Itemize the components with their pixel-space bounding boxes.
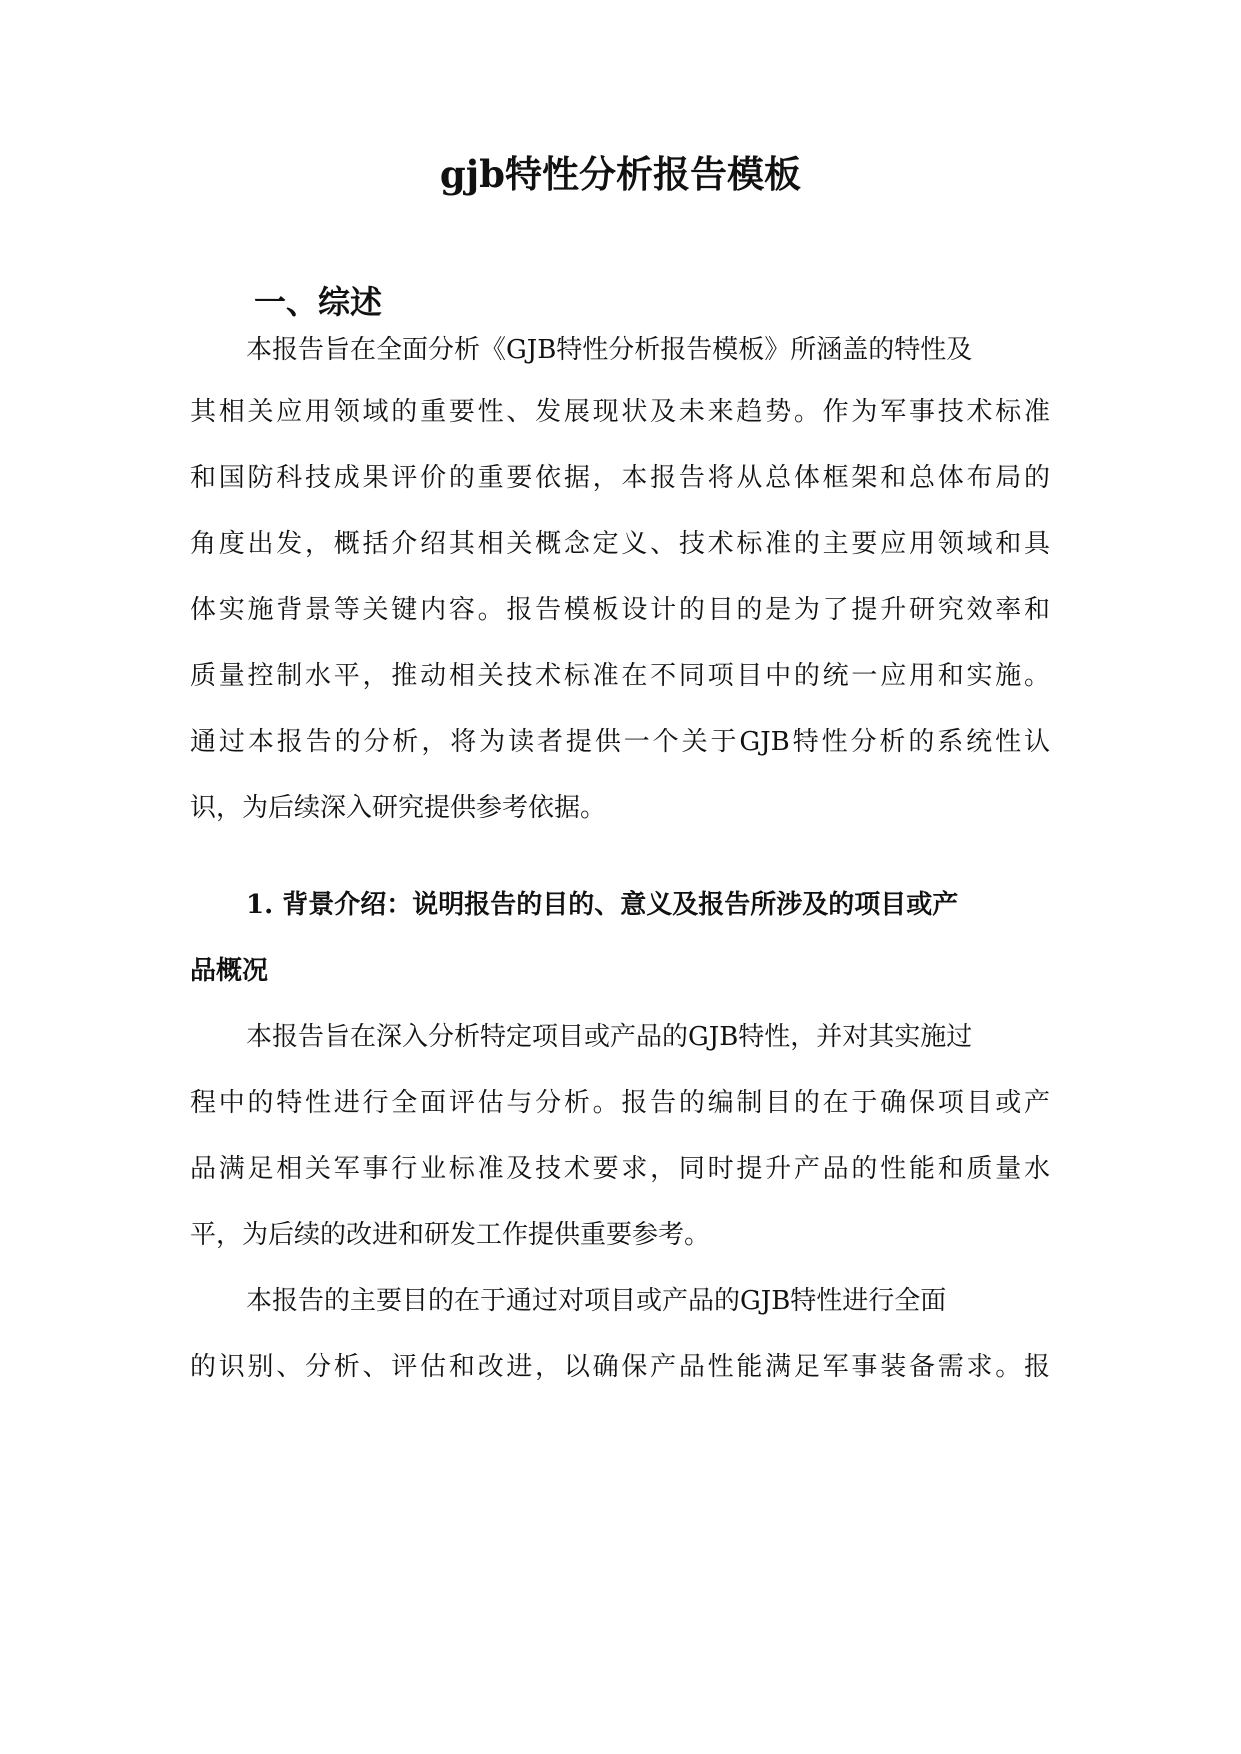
paragraph-line: 识，为后续深入研究提供参考依据。 [190,793,607,823]
paragraph-line: 通过本报告的分析，将为读者提供一个关于GJB特性分析的系统性认 [190,727,1050,757]
paragraph-line: 本报告旨在深入分析特定项目或产品的GJB特性，并对其实施过 [246,1022,973,1052]
paragraph-line: 体实施背景等关键内容。报告模板设计的目的是为了提升研究效率和 [190,595,1050,625]
paragraph-line: 和国防科技成果评价的重要依据，本报告将从总体框架和总体布局的 [190,463,1050,493]
paragraph-line: 的识别、分析、评估和改进，以确保产品性能满足军事装备需求。报 [190,1352,1050,1382]
paragraph-line: 本报告的主要目的在于通过对项目或产品的GJB特性进行全面 [246,1286,947,1316]
paragraph-line: 质量控制水平，推动相关技术标准在不同项目中的统一应用和实施。 [190,661,1050,691]
paragraph-line: 角度出发，概括介绍其相关概念定义、技术标准的主要应用领域和具 [190,529,1050,559]
paragraph-line: 品满足相关军事行业标准及技术要求，同时提升产品的性能和质量水 [190,1154,1050,1184]
paragraph-line: 本报告旨在全面分析《GJB特性分析报告模板》所涵盖的特性及 [246,335,973,365]
subheading-line: 品概况 [190,956,269,986]
section-heading-overview: 一、综述 [254,283,383,321]
document-title: gjb特性分析报告模板 [439,152,802,196]
subheading-line: 1. 背景介绍：说明报告的目的、意义及报告所涉及的项目或产 [246,890,959,920]
paragraph-line: 平，为后续的改进和研发工作提供重要参考。 [190,1220,711,1250]
paragraph-line: 其相关应用领域的重要性、发展现状及未来趋势。作为军事技术标准 [190,397,1050,427]
paragraph-line: 程中的特性进行全面评估与分析。报告的编制目的在于确保项目或产 [190,1088,1050,1118]
